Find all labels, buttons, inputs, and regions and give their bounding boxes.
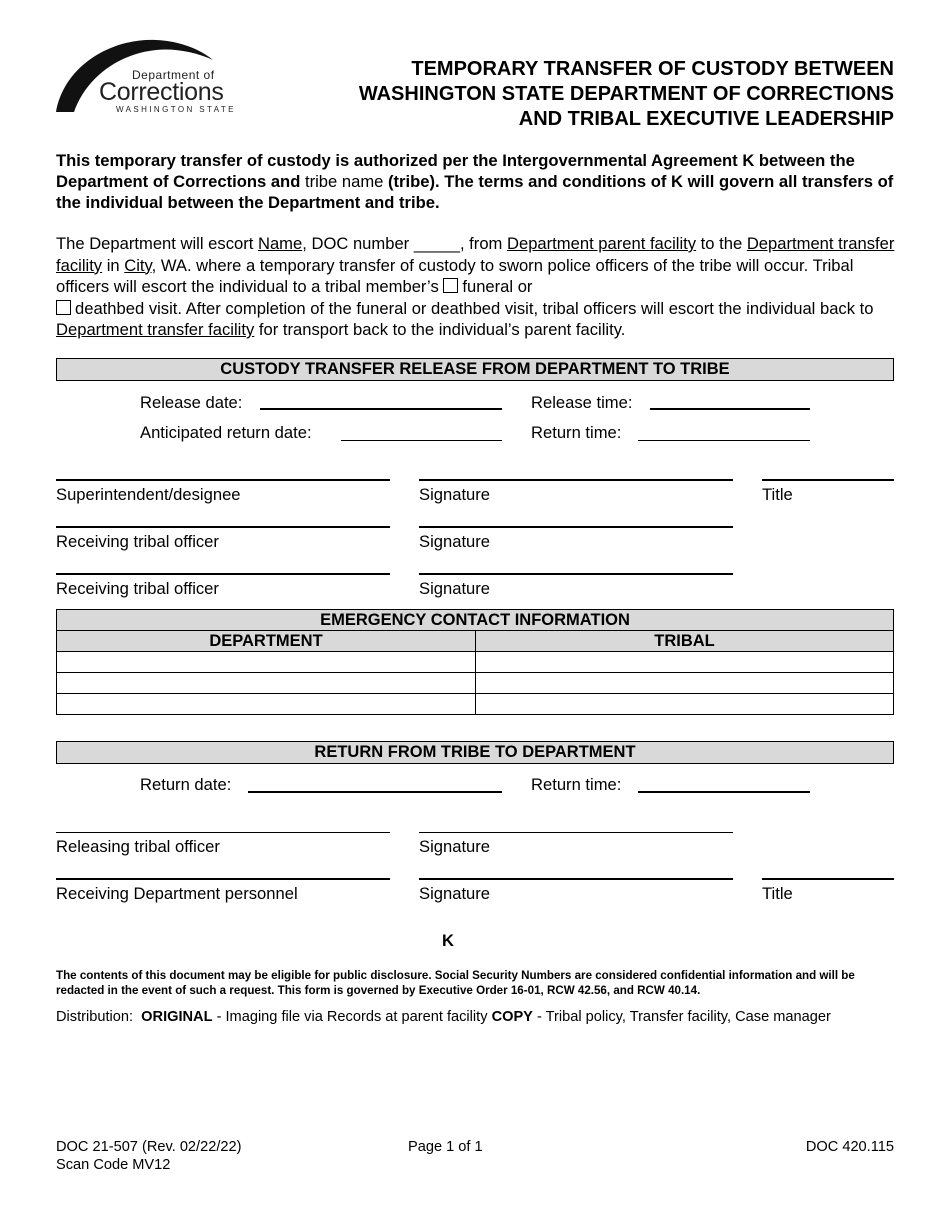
return-time-label: Return time: bbox=[531, 775, 622, 794]
receiving-officer-1-signature-input[interactable] bbox=[419, 526, 733, 528]
return-time-input-2[interactable] bbox=[638, 791, 810, 793]
public-disclosure-notice: The contents of this document may be eligible for public disclosure. Social Security Numbers are considered confidential information and will be redacted in the event of such a request. This form is governed by Executive Order 16-01, RCW 42.56, and RCW 40.14. bbox=[56, 969, 855, 997]
name-field[interactable]: Name bbox=[257, 234, 303, 253]
distribution-line bbox=[56, 1008, 916, 1026]
receiving-officer-2-signature-input[interactable] bbox=[419, 573, 733, 575]
tribal-contact-cell[interactable] bbox=[476, 652, 894, 673]
footer-form-info bbox=[56, 1138, 242, 1174]
anticipated-return-date-label: Anticipated return date: bbox=[140, 423, 312, 442]
para-text: to the bbox=[696, 234, 747, 253]
receiving-officer-label: Receiving tribal officer bbox=[56, 532, 219, 551]
return-section-heading: RETURN FROM TRIBE TO DEPARTMENT bbox=[56, 741, 894, 764]
distribution-label: Distribution: bbox=[56, 1009, 134, 1025]
return-time-label: Return time: bbox=[531, 423, 622, 442]
table-row bbox=[57, 610, 894, 631]
original-text: - Imaging file via Records at parent facility bbox=[212, 1009, 492, 1025]
copy-label: COPY bbox=[491, 1009, 533, 1025]
signature-label: Signature bbox=[419, 837, 491, 856]
logo-text-department: Department of bbox=[132, 68, 215, 82]
para-text: , DOC number _____, from bbox=[302, 234, 507, 253]
receiving-personnel-name-input[interactable] bbox=[56, 878, 390, 880]
title-line-1: TEMPORARY TRANSFER OF CUSTODY BETWEEN bbox=[411, 58, 894, 80]
release-time-input[interactable] bbox=[650, 408, 810, 410]
receiving-personnel-signature-input[interactable] bbox=[419, 878, 733, 880]
superintendent-title-input[interactable] bbox=[762, 479, 894, 481]
release-time-label: Release time: bbox=[531, 393, 633, 412]
funeral-label: funeral or bbox=[462, 277, 533, 296]
return-time-input[interactable] bbox=[638, 440, 810, 441]
tribal-contact-cell[interactable] bbox=[476, 694, 894, 715]
title-line-3: AND TRIBAL EXECUTIVE LEADERSHIP bbox=[518, 108, 894, 130]
return-date-input[interactable] bbox=[248, 791, 502, 793]
transfer-facility-field-2[interactable]: Department transfer facility bbox=[56, 320, 255, 339]
form-number: DOC 21-507 (Rev. 02/22/22) bbox=[56, 1139, 242, 1155]
signature-label: Signature bbox=[419, 884, 491, 903]
table-row bbox=[57, 673, 894, 694]
scan-code: Scan Code MV12 bbox=[56, 1157, 171, 1173]
tribal-contact-cell[interactable] bbox=[476, 673, 894, 694]
table-row bbox=[57, 694, 894, 715]
para-text: , WA. where a temporary transfer of custody to sworn police officers of the tribe will occur. Tribal officers will escort the individual to a tribal member’s bbox=[56, 255, 854, 296]
parent-facility-field[interactable]: Department parent facility bbox=[506, 234, 697, 253]
intro-part-2: (tribe). The terms and conditions of K will govern all transfers of the individual between the Department and tribe. bbox=[56, 172, 894, 212]
city-field[interactable]: City bbox=[124, 255, 152, 275]
para-text: in bbox=[102, 255, 125, 275]
emergency-contact-table bbox=[56, 609, 894, 715]
release-section-heading: CUSTODY TRANSFER RELEASE FROM DEPARTMENT TO TRIBE bbox=[56, 358, 894, 381]
k-mark: K bbox=[442, 931, 454, 950]
signature-label: Signature bbox=[419, 532, 491, 551]
releasing-officer-name-input[interactable] bbox=[56, 832, 390, 833]
funeral-checkbox[interactable] bbox=[443, 278, 458, 293]
superintendent-label: Superintendent/designee bbox=[56, 485, 241, 504]
deathbed-checkbox[interactable] bbox=[56, 300, 71, 315]
page-number: Page 1 of 1 bbox=[408, 1139, 483, 1155]
signature-label: Signature bbox=[419, 579, 491, 598]
department-contact-cell[interactable] bbox=[57, 652, 476, 673]
tribal-column-header: TRIBAL bbox=[476, 631, 894, 652]
policy-number: DOC 420.115 bbox=[805, 1139, 894, 1155]
intro-part-1: This temporary transfer of custody is authorized per the Intergovernmental Agreement K between the Department of Corrections and bbox=[56, 151, 855, 191]
receiving-personnel-title-input[interactable] bbox=[762, 878, 894, 880]
para-text: for transport back to the individual’s parent facility. bbox=[254, 320, 626, 339]
receiving-officer-1-name-input[interactable] bbox=[56, 526, 390, 528]
receiving-personnel-label: Receiving Department personnel bbox=[56, 884, 298, 903]
logo-text-corrections: Corrections bbox=[99, 78, 224, 106]
superintendent-signature-input[interactable] bbox=[419, 479, 733, 481]
title-line-2: WASHINGTON STATE DEPARTMENT OF CORRECTIONS bbox=[358, 83, 894, 105]
escort-paragraph bbox=[56, 233, 901, 341]
superintendent-name-input[interactable] bbox=[56, 479, 390, 481]
anticipated-return-date-input[interactable] bbox=[341, 440, 502, 441]
table-row bbox=[57, 631, 894, 652]
document-title bbox=[274, 57, 894, 132]
title-label: Title bbox=[762, 485, 793, 504]
department-contact-cell[interactable] bbox=[57, 694, 476, 715]
releasing-officer-signature-input[interactable] bbox=[419, 832, 733, 833]
receiving-officer-label: Receiving tribal officer bbox=[56, 579, 219, 598]
receiving-officer-2-name-input[interactable] bbox=[56, 573, 390, 575]
table-row bbox=[57, 652, 894, 673]
authorization-statement bbox=[56, 150, 896, 213]
tribe-name-field[interactable]: tribe name bbox=[304, 172, 384, 191]
emergency-contact-heading: EMERGENCY CONTACT INFORMATION bbox=[57, 610, 894, 631]
department-contact-cell[interactable] bbox=[57, 673, 476, 694]
doc-logo bbox=[56, 38, 246, 116]
transfer-facility-field[interactable]: Department transfer facility bbox=[56, 234, 895, 275]
deathbed-label: deathbed visit. After completion of the funeral or deathbed visit, tribal officers will escort the individual back to bbox=[75, 298, 874, 318]
return-date-label: Return date: bbox=[140, 775, 232, 794]
department-column-header: DEPARTMENT bbox=[57, 631, 476, 652]
signature-label: Signature bbox=[419, 485, 491, 504]
logo-text-state: WASHINGTON STATE bbox=[116, 105, 236, 114]
para-text: The Department will escort bbox=[56, 234, 258, 253]
title-label: Title bbox=[762, 884, 793, 903]
release-date-label: Release date: bbox=[140, 393, 243, 412]
copy-text: - Tribal policy, Transfer facility, Case manager bbox=[532, 1009, 831, 1025]
releasing-officer-label: Releasing tribal officer bbox=[56, 837, 220, 856]
original-label: ORIGINAL bbox=[141, 1009, 213, 1025]
release-date-input[interactable] bbox=[260, 408, 502, 410]
